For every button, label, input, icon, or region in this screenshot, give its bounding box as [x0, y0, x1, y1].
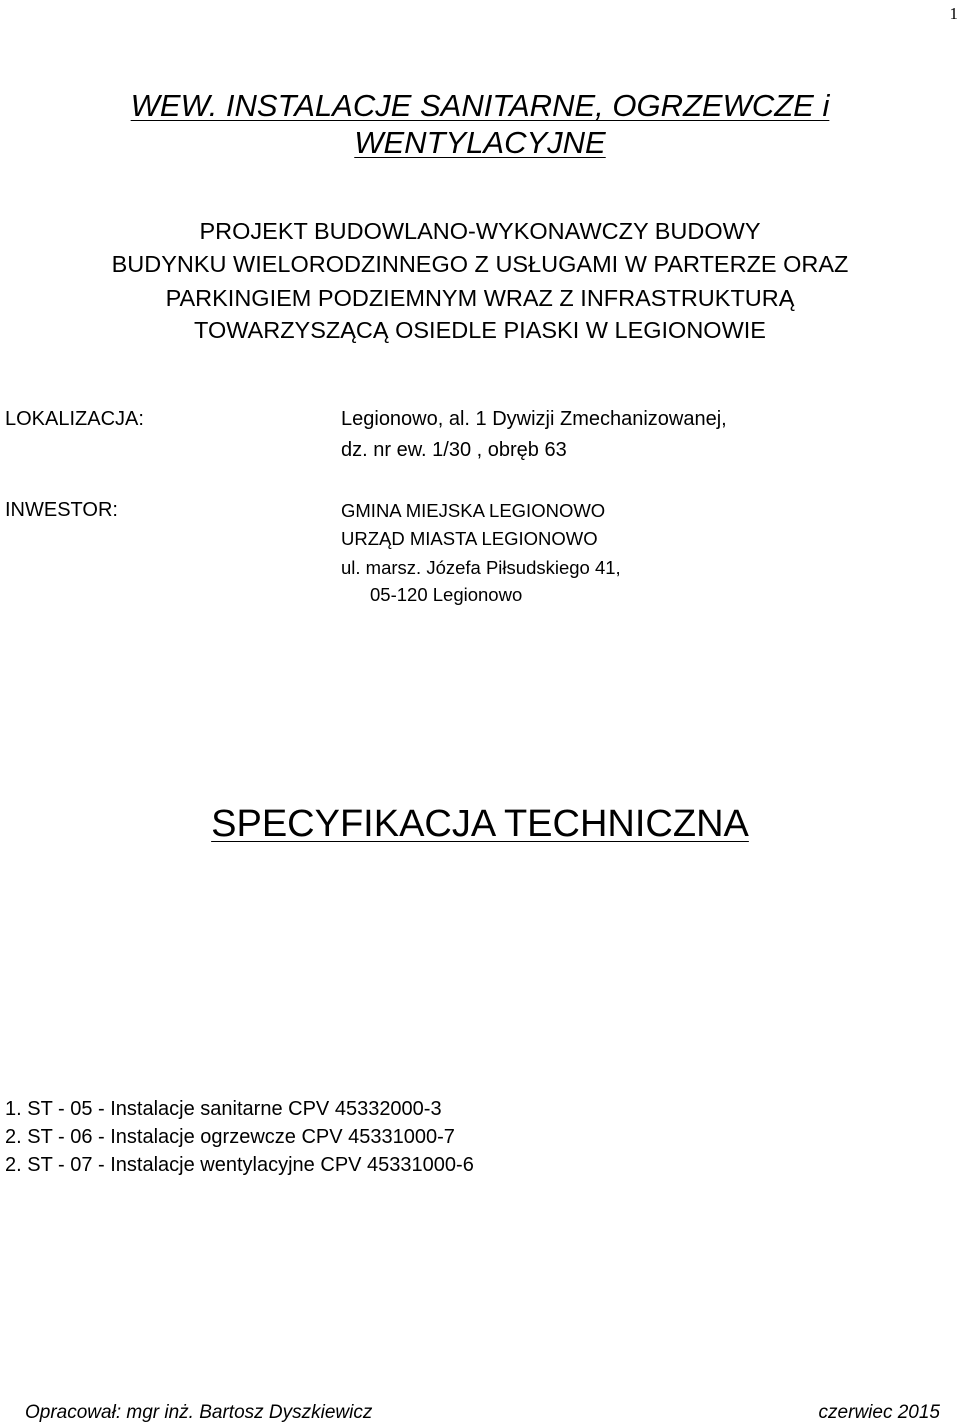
spec-item-code: ST - 06 - — [27, 1126, 105, 1148]
spec-item — [5, 1154, 474, 1177]
investor-line-4: 05-120 Legionowo — [370, 584, 523, 605]
spec-item — [5, 1098, 442, 1121]
project-title-line-3: PARKINGIEM PODZIEMNYM WRAZ Z INFRASTRUKTURĄ — [165, 285, 795, 311]
project-title-line-2: BUDYNKU WIELORODZINNEGO Z USŁUGAMI W PARTERZE ORAZ — [111, 251, 849, 277]
investor-label: INWESTOR: — [5, 499, 118, 521]
page-number: 1 — [949, 4, 958, 23]
location-label: LOKALIZACJA: — [5, 408, 144, 430]
footer-date: czerwiec 2015 — [818, 1402, 940, 1423]
document-heading-line-2: WENTYLACYJNE — [354, 125, 606, 160]
spec-item-cpv: CPV 45331000-6 — [320, 1154, 474, 1176]
specification-title: SPECYFIKACJA TECHNICZNA — [211, 803, 749, 845]
investor-line-2: URZĄD MIASTA LEGIONOWO — [341, 528, 598, 549]
project-title-line-4: TOWARZYSZĄCĄ OSIEDLE PIASKI W LEGIONOWIE — [194, 317, 766, 343]
location-line-2: dz. nr ew. 1/30 , obręb 63 — [341, 439, 567, 461]
footer-author: Opracował: mgr inż. Bartosz Dyszkiewicz — [25, 1402, 373, 1423]
spec-item-number: 1. — [5, 1098, 22, 1120]
project-title-line-1: PROJEKT BUDOWLANO-WYKONAWCZY BUDOWY — [199, 218, 761, 244]
spec-item-number: 2. — [5, 1154, 22, 1176]
spec-item — [5, 1126, 455, 1149]
spec-item-description: Instalacje ogrzewcze — [110, 1126, 296, 1148]
document-heading-line-1: WEW. INSTALACJE SANITARNE, OGRZEWCZE i — [130, 88, 830, 123]
spec-item-cpv: CPV 45331000-7 — [301, 1126, 455, 1148]
investor-line-1: GMINA MIEJSKA LEGIONOWO — [341, 500, 606, 521]
location-line-1: Legionowo, al. 1 Dywizji Zmechanizowanej, — [341, 408, 727, 430]
investor-line-3: ul. marsz. Józefa Piłsudskiego 41, — [341, 557, 621, 578]
spec-item-cpv: CPV 45332000-3 — [288, 1098, 442, 1120]
spec-item-code: ST - 05 - — [27, 1098, 105, 1120]
spec-item-code: ST - 07 - — [27, 1154, 105, 1176]
spec-item-number: 2. — [5, 1126, 22, 1148]
spec-item-description: Instalacje sanitarne — [110, 1098, 283, 1120]
spec-item-description: Instalacje wentylacyjne — [110, 1154, 315, 1176]
